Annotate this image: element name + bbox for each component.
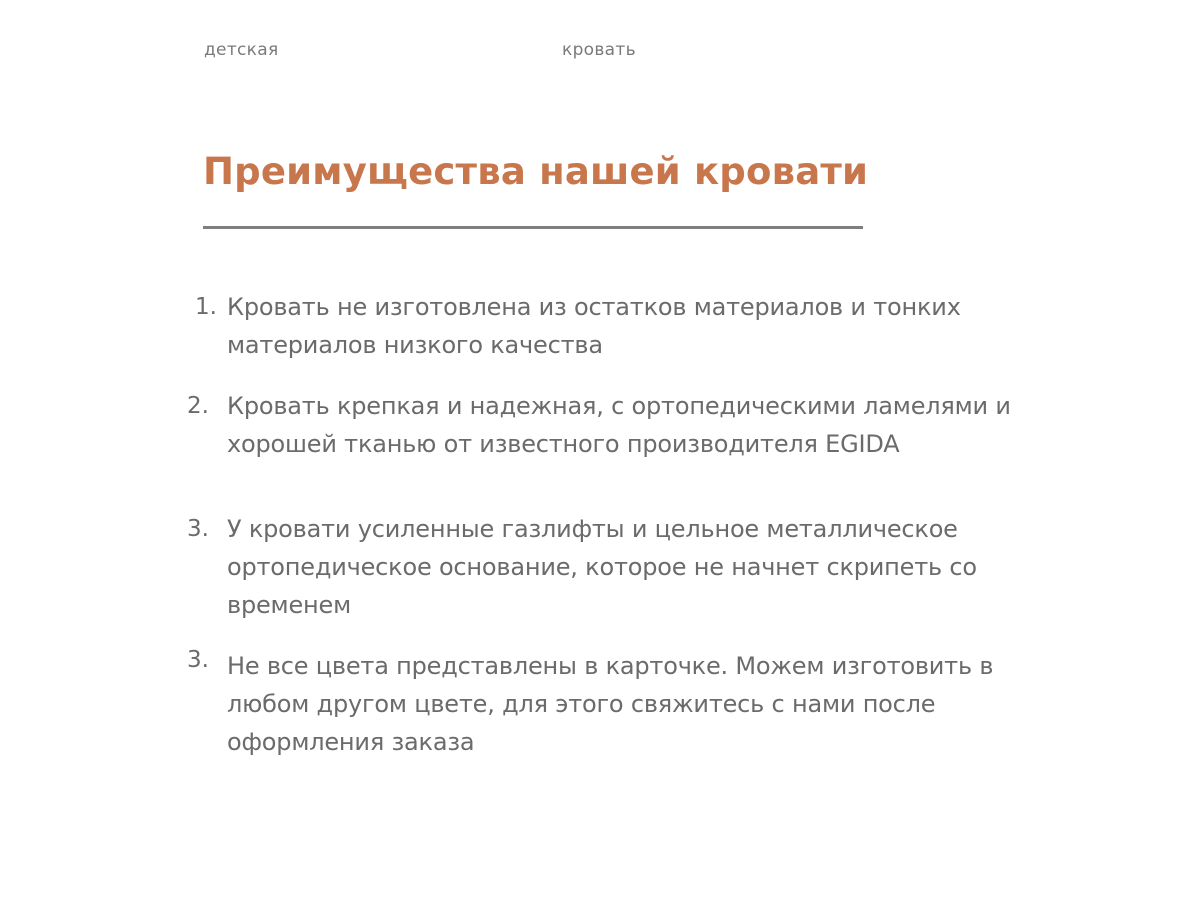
list-item-number: 1. [195,294,217,320]
header-tag-right: кровать [562,40,636,60]
list-item-text: Кровать крепкая и надежная, с ортопедическими ламелями и хорошей тканью от известного производителя EGIDA [227,392,1011,458]
list-item-text: Кровать не изготовлена из остатков материалов и тонких материалов низкого качества [227,293,961,359]
list-item [187,288,1017,364]
list-item-number: 2. [187,393,209,419]
title-underline [203,226,863,229]
list-item-text: Не все цвета представлены в карточке. Можем изготовить в любом другом цвете, для этого свяжитесь с нами после оформления заказа [227,652,994,756]
list-item-number: 3. [187,516,209,542]
page-title: Преимущества нашей кровати [203,150,869,193]
list-item-text: У кровати усиленные газлифты и цельное металлическое ортопедическое основание, которое не начнет скрипеть со временем [227,515,977,619]
list-item-number: 3. [187,647,209,673]
list-item [187,510,1017,624]
header-tag-left: детская [204,40,279,60]
list-item [187,647,1017,761]
list-item [187,387,1017,463]
